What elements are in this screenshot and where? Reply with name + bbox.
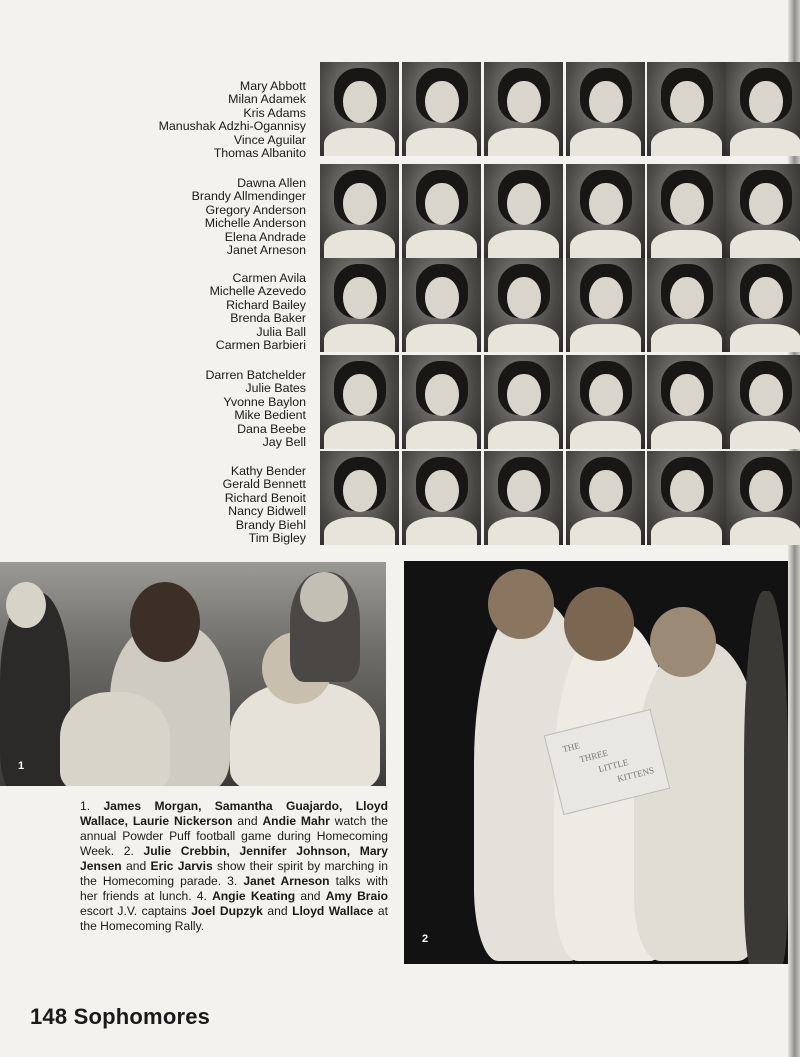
student-name: Nancy Bidwell [228,504,306,519]
student-name: Manushak Adzhi-Ogannisy [158,119,306,134]
student-name: Dawna Allen [237,176,306,190]
portrait-body [570,421,641,449]
student-portrait [402,355,481,449]
student-name: Milan Adamek [228,92,306,107]
portrait-face [507,470,541,512]
student-portrait [647,62,726,156]
figure [564,587,634,661]
caption-name: Joel Dupzyk [191,904,263,918]
portrait-face [425,183,459,225]
student-name: Elena Andrade [224,229,306,244]
portrait-body [324,421,395,449]
student-name: Richard Benoit [224,490,306,505]
student-portrait [320,451,399,545]
portrait-face [749,81,783,123]
caption-name: Andie Mahr [262,814,330,828]
portrait-face [749,470,783,512]
portrait-face [670,374,704,416]
portrait-grid [320,62,800,545]
figure [60,692,170,786]
student-name: Kris Adams [243,105,306,120]
caption-name: Janet Arneson [243,874,330,888]
portrait-face [425,470,459,512]
student-name: Vince Aguilar [233,132,306,147]
student-name: Gerald Bennett [222,477,306,492]
portrait-body [730,128,800,156]
figure [650,607,716,677]
sign-text: LITTLE [597,757,630,775]
caption-text: and [295,889,326,903]
portrait-body [324,128,395,156]
student-portrait [647,355,726,449]
student-name: Dana Beebe [237,421,306,436]
photo-caption [80,799,388,934]
caption-name: James Morgan, Samantha Guajardo, Lloyd Wallace, Laurie Nickerson [80,799,388,828]
portrait-body [488,517,559,545]
portrait-body [651,128,722,156]
portrait-body [570,324,641,352]
portrait-face [425,374,459,416]
page-number: 148 [30,1004,68,1029]
sign-text: KITTENS [616,765,656,784]
portrait-face [343,183,377,225]
photo-powder-puff-crowd [0,562,386,786]
student-name: Janet Arneson [226,243,306,258]
portrait-body [651,230,722,258]
caption-text: show their spirit by marching in the Homecoming parade. 3. [80,859,388,888]
student-portrait [647,258,726,352]
student-portrait [566,451,645,545]
student-portrait [402,451,481,545]
caption-text: talks with her friends at lunch. 4. [80,874,388,903]
portrait-face [507,81,541,123]
portrait-face [425,277,459,319]
caption-name: Julie Crebbin, Jennifer Johnson, Mary Jensen [80,844,388,873]
photo-number: 1 [18,760,25,772]
portrait-face [589,277,623,319]
caption-text: watch the annual Powder Puff football game during Homecoming Week. 2. [80,814,388,858]
portrait-body [730,421,800,449]
student-name: Mike Bedient [234,408,306,423]
student-portrait [566,355,645,449]
portrait-body [730,324,800,352]
portrait-face [670,277,704,319]
portrait-face [749,183,783,225]
portrait-face [425,81,459,123]
caption-name: Eric Jarvis [150,859,213,873]
photo-homecoming-parade [404,561,788,964]
portrait-body [730,517,800,545]
portrait-body [651,517,722,545]
student-portrait [726,355,800,449]
caption-name: Amy Braio [325,889,388,903]
portrait-face [343,81,377,123]
photo-number: 2 [422,933,429,945]
figure [300,572,348,622]
name-list-row-2 [140,177,306,257]
portrait-body [651,324,722,352]
portrait-body [406,517,477,545]
portrait-body [570,517,641,545]
student-portrait [484,62,563,156]
portrait-body [651,421,722,449]
student-portrait [726,258,800,352]
student-name: Michelle Anderson [204,216,306,231]
portrait-body [570,128,641,156]
student-name: Yvonne Baylon [223,394,306,409]
student-portrait [647,164,726,258]
portrait-face [343,374,377,416]
caption-text: and [262,904,293,918]
name-list-row-3 [140,272,306,352]
caption-name: Angie Keating [212,889,296,903]
student-name: Tim Bigley [248,531,306,546]
portrait-face [507,277,541,319]
figure [744,591,788,964]
caption-text: at the Homecoming Rally. [80,904,388,933]
caption-name: Lloyd Wallace [292,904,374,918]
student-name: Kathy Bender [230,464,306,478]
student-portrait [726,451,800,545]
name-list-row-4 [140,369,306,449]
portrait-body [324,517,395,545]
portrait-body [406,230,477,258]
figure [6,582,46,628]
portrait-face [589,470,623,512]
portrait-face [507,183,541,225]
portrait-face [589,374,623,416]
portrait-body [570,230,641,258]
student-name: Carmen Avila [232,271,306,285]
student-name: Brandy Biehl [235,517,306,532]
student-portrait [402,258,481,352]
student-name: Brenda Baker [230,311,306,326]
portrait-face [589,183,623,225]
student-name: Jay Bell [262,435,306,450]
student-portrait [402,62,481,156]
student-name: Thomas Albanito [213,146,306,161]
student-portrait [320,258,399,352]
student-name: Carmen Barbieri [215,338,306,353]
portrait-body [324,324,395,352]
student-portrait [484,451,563,545]
portrait-face [343,277,377,319]
student-name: Julie Bates [245,381,306,396]
caption-text: and [232,814,263,828]
portrait-face [749,277,783,319]
portrait-face [507,374,541,416]
student-portrait [726,164,800,258]
portrait-body [730,230,800,258]
student-portrait [726,62,800,156]
portrait-body [488,421,559,449]
caption-text: escort J.V. captains [80,904,192,918]
student-name: Richard Bailey [226,297,306,312]
portrait-body [324,230,395,258]
student-name: Michelle Azevedo [209,284,306,299]
portrait-body [488,324,559,352]
name-list-row-1 [140,80,306,160]
figure [488,569,554,639]
figure [130,582,200,662]
student-portrait [402,164,481,258]
student-portrait [484,164,563,258]
portrait-face [589,81,623,123]
student-portrait [320,62,399,156]
sign-text: THE [561,740,581,755]
portrait-face [343,470,377,512]
student-portrait [566,258,645,352]
caption-text: 1. [80,799,104,813]
portrait-body [406,324,477,352]
portrait-face [670,470,704,512]
student-portrait [320,355,399,449]
student-name: Mary Abbott [239,79,306,93]
portrait-body [488,128,559,156]
student-name: Gregory Anderson [205,202,306,217]
portrait-face [670,81,704,123]
student-portrait [566,164,645,258]
student-name: Brandy Allmendinger [191,189,306,204]
student-portrait [484,355,563,449]
portrait-face [749,374,783,416]
student-name: Julia Ball [256,324,306,339]
name-list-row-5 [140,465,306,545]
section-title: Sophomores [73,1004,211,1029]
page-footer [30,1004,210,1030]
portrait-face [670,183,704,225]
student-portrait [484,258,563,352]
caption-text: and [121,859,151,873]
portrait-body [406,421,477,449]
student-portrait [566,62,645,156]
sign-text: THREE [578,747,609,765]
student-portrait [647,451,726,545]
student-name: Darren Batchelder [205,368,306,382]
portrait-body [406,128,477,156]
portrait-body [488,230,559,258]
student-portrait [320,164,399,258]
